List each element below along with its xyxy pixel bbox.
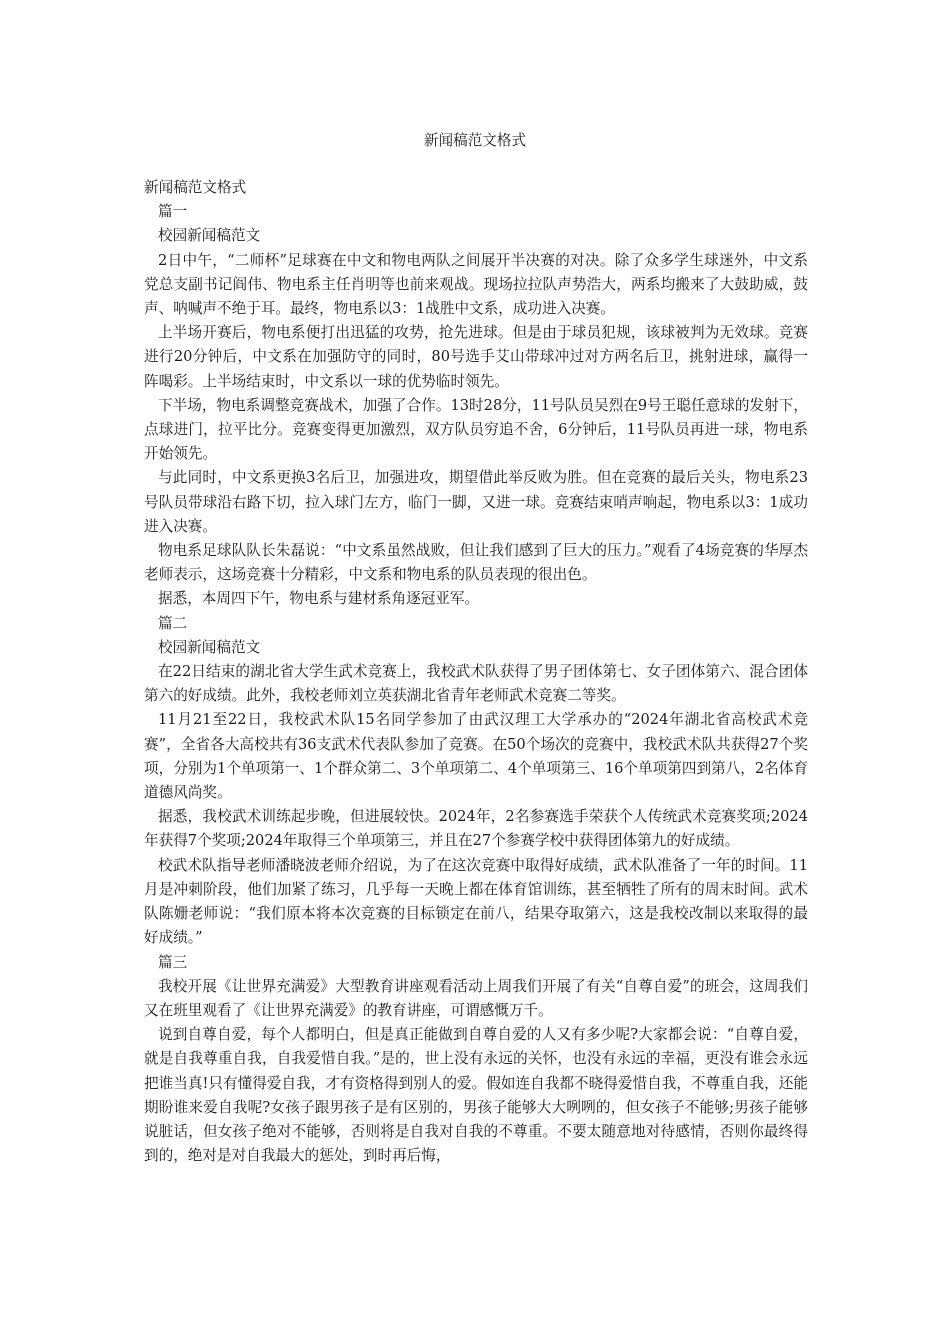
paragraph: 据悉，本周四下午，物电系与建材系角逐冠亚军。	[158, 590, 480, 608]
paragraph: 物电系足球队队长朱磊说：“中文系虽然战败，但让我们感到了巨大的压力。”观看了4场竞赛的华厚杰老师表示，这场竞赛十分精彩，中文系和物电系的队员表现的很出色。	[144, 542, 808, 584]
paragraph: 说到自尊自爱，每个人都明白，但是真正能做到自尊自爱的人又有多少呢?大家都会说：“自尊自爱，就是自我尊重自我，自我爱惜自我。”是的，世上没有永远的关怀，也没有永远的幸福，更没有谁会永远把谁当真!只有懂得爱自我，才有资格得到别人的爱。假如连自我都不晓得爱惜自我，不尊重自我，还能期盼谁来爱自我呢?女孩子跟男孩子是有区别的，男孩子能够大大咧咧的，但女孩子不能够;男孩子能够说脏话，但女孩子绝对不能够，否则将是自我对自我的不尊重。不要太随意地对待感情，否则你最终得到的，绝对是对自我最大的惩处，到时再后悔，	[144, 1026, 808, 1165]
page-title: 新闻稿范文格式	[423, 132, 527, 149]
document-body	[144, 176, 808, 1168]
section-subtitle: 校园新闻稿范文	[158, 638, 261, 656]
section-body	[144, 660, 808, 950]
paragraph: 与此同时，中文系更换3名后卫，加强进攻，期望借此举反败为胜。但在竞赛的最后关头，物电系23号队员带球沿右路下切，拉入球门左方，临门一脚，又进一球。竞赛结束哨声响起，物电系以3：1成功进入决赛。	[144, 469, 808, 535]
section-subtitle: 校园新闻稿范文	[158, 227, 261, 245]
paragraph: 11月21至22日，我校武术队15名同学参加了由武汉理工大学承办的“2024年湖北省高校武术竞赛”，全省各大高校共有36支武术代表队参加了竞赛。在50个场次的竞赛中，我校武术队共获得27个奖项，分别为1个单项第一、1个群众第二、3个单项第二、4个单项第三、16个单项第四到第八，2名体育道德风尚奖。	[144, 711, 808, 802]
paragraph: 2日中午，“二师杯”足球赛在中文和物电两队之间展开半决赛的对决。除了众多学生球迷外，中文系党总支副书记阎伟、物电系主任肖明等也前来观战。现场拉拉队声势浩大，两系均搬来了大鼓助威，鼓声、呐喊声不绝于耳。最终，物电系以3：1战胜中文系，成功进入决赛。	[144, 251, 808, 318]
section-label: 篇三	[158, 953, 188, 971]
paragraph: 上半场开赛后，物电系便打出迅猛的攻势，抢先进球。但是由于球员犯规，该球被判为无效球。竞赛进行20分钟后，中文系在加强防守的同时，80号选手艾山带球冲过对方两名后卫，挑射进球，赢得一阵喝彩。上半场结束时，中文系以一球的优势临时领先。	[144, 324, 808, 390]
section-label: 篇二	[158, 614, 188, 632]
paragraph: 据悉，我校武术训练起步晚，但进展较快。2024年，2名参赛选手荣获个人传统武术竞赛奖项;2024年获得7个奖项;2024年取得三个单项第三，并且在27个参赛学校中获得团体第九的好成绩。	[144, 808, 808, 850]
paragraph: 在22日结束的湖北省大学生武术竞赛上，我校武术队获得了男子团体第七、女子团体第六、混合团体第六的好成绩。此外，我校老师刘立英获湖北省青年老师武术竞赛二等奖。	[144, 663, 808, 705]
paragraph: 校武术队指导老师潘晓波老师介绍说，为了在这次竞赛中取得好成绩，武术队准备了一年的时间。11月是冲刺阶段，他们加紧了练习，几乎每一天晚上都在体育馆训练，甚至牺牲了所有的周末时间。武术队陈姗老师说：“我们原本将本次竞赛的目标锁定在前八，结果夺取第六，这是我校改制以来取得的最好成绩。”	[144, 856, 808, 947]
document-heading: 新闻稿范文格式	[144, 179, 247, 196]
section-body	[144, 975, 808, 1169]
paragraph: 我校开展《让世界充满爱》大型教育讲座观看活动上周我们开展了有关“自尊自爱”的班会，这周我们又在班里观看了《让世界充满爱》的教育讲座，可谓感慨万千。	[144, 977, 808, 1019]
section-body	[144, 249, 808, 612]
paragraph: 下半场，物电系调整竞赛战术，加强了合作。13时28分，11号队员吴烈在9号王聪任意球的发射下，点球进门，拉平比分。竞赛变得更加激烈，双方队员穷追不舍，6分钟后，11号队员再进一球，物电系开始领先。	[144, 396, 808, 463]
section-label: 篇一	[158, 203, 188, 221]
